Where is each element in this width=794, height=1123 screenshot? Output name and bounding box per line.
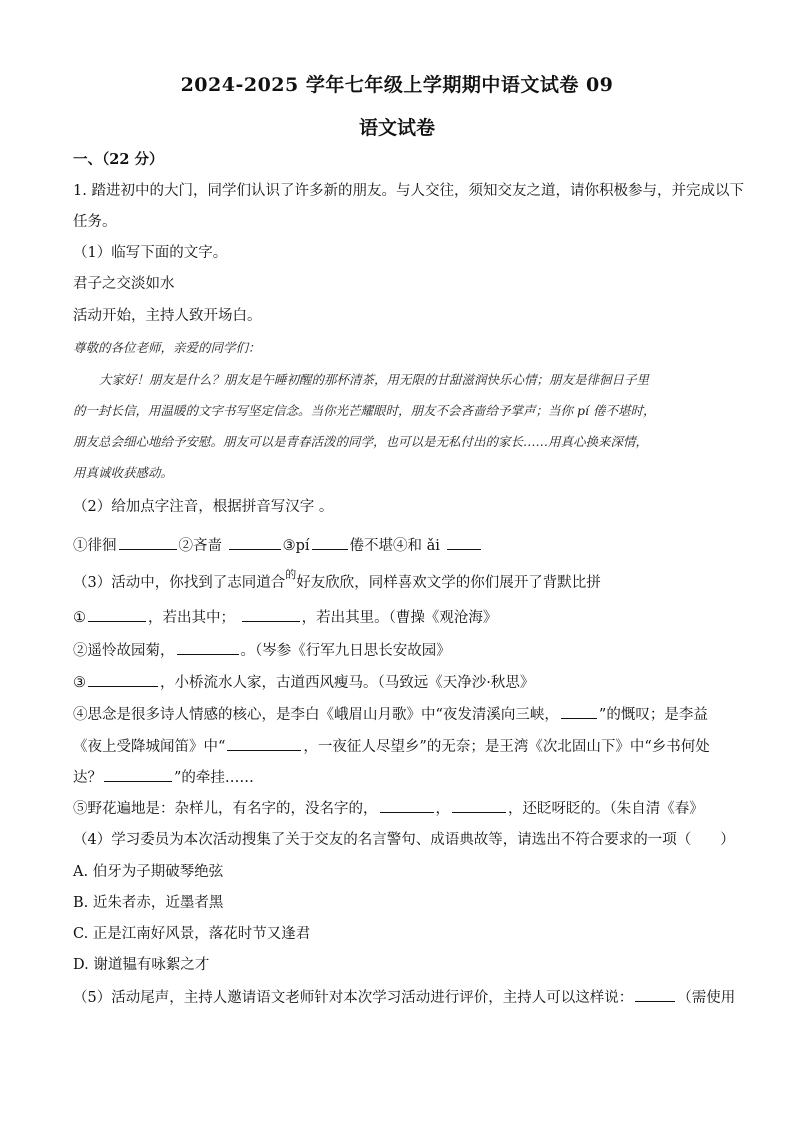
recite-2-start: ②遥怜故园菊， [73, 643, 175, 659]
answer-blank[interactable] [88, 607, 146, 622]
option-d[interactable]: D. 谢道韫有咏絮之才 [73, 957, 210, 973]
recite-4-poem: 《夜上受降城闻笛》中“ [73, 739, 226, 755]
part-4-prompt: （4）学习委员为本次活动搜集了关于交友的名言警句、成语典故等，请选出不符合要求的一项（ ） [73, 832, 735, 848]
letter-line-4: 用真诚收获感动。 [73, 465, 174, 480]
exam-subtitle: 语文试卷 [358, 117, 435, 139]
copy-text: 君子之交淡如水 [73, 276, 175, 292]
part-5-prompt-end: （需使用 [677, 990, 736, 1006]
recite-4-end: ”的牵挂…… [174, 770, 254, 786]
letter-line-1: 大家好！朋友是什么？朋友是午睡初醒的那杯清茶，用无限的甘甜滋润快乐心情；朋友是徘徊日子里 [99, 372, 650, 387]
recite-1 [73, 607, 497, 628]
recite-3-num: ③ [73, 675, 86, 691]
option-a[interactable]: A. 伯牙为子期破琴绝弦 [73, 864, 224, 880]
recite-4-line-3 [73, 767, 254, 788]
host-intro: 活动开始，主持人致开场白。 [73, 308, 262, 324]
answer-blank[interactable] [447, 535, 481, 550]
letter-line-3: 朋友总会细心地给予安慰。朋友可以是青春活泼的同学，也可以是无私付出的家长……用真心换来深情， [73, 434, 649, 449]
letter-line-2: 的一封长信，用温暖的文字书写坚定信念。当你光芒耀眼时，朋友不会吝啬给予掌声；当你 pí 倦不堪时， [73, 403, 656, 418]
part-2-blanks [73, 535, 483, 556]
recite-4-line-1 [73, 704, 708, 725]
recite-2 [73, 640, 451, 661]
recite-5-start: ⑤野花遍地是：杂样儿，有名字的，没名字的， [73, 801, 378, 817]
answer-blank[interactable] [380, 798, 434, 813]
exam-title: 2024-2025 学年七年级上学期期中语文试卷 09 [180, 74, 614, 96]
answer-blank[interactable] [561, 704, 597, 719]
recite-4-poem-end: ，一夜征人尽望乡”的无奈；是王湾《次北固山下》中“乡书何处 [303, 739, 710, 755]
part-5-prompt-start: （5）活动尾声，主持人邀请语文老师针对本次学习活动进行评价，主持人可以这样说： [73, 990, 634, 1006]
option-c[interactable]: C. 正是江南好风景，落花时节又逢君 [73, 926, 311, 942]
answer-blank[interactable] [635, 987, 675, 1002]
answer-blank[interactable] [452, 798, 506, 813]
part-1-prompt: （1）临写下面的文字。 [73, 245, 228, 261]
part-3-prompt-start: （3）活动中，你找到了志同道合 [73, 575, 286, 591]
item-paihuai: ①徘徊 [73, 538, 117, 554]
part-3-prompt [73, 568, 601, 594]
section-heading: 一、（22 分） [73, 151, 164, 168]
question-1-line-2: 任务。 [73, 214, 117, 230]
answer-blank[interactable] [242, 607, 300, 622]
answer-blank[interactable] [119, 535, 177, 550]
recite-4-da: 达？ [73, 770, 102, 786]
recite-4-start: ④思念是很多诗人情感的核心，是李白《峨眉山月歌》中“夜发清溪向三峡， [73, 707, 559, 723]
item-linse: ②吝啬 [178, 538, 222, 554]
answer-blank[interactable] [229, 535, 281, 550]
recite-3-end: ，小桥流水人家，古道西风瘦马。（马致远《天净沙·秋思》 [160, 675, 535, 691]
part-3-prompt-end: 好友欣欣，同样喜欢文学的你们展开了背默比拼 [296, 575, 601, 591]
part-5-prompt [73, 987, 735, 1008]
recite-5 [73, 798, 704, 819]
recite-3 [73, 672, 534, 693]
part-2-prompt: （2）给加点字注音，根据拼音写汉字 。 [73, 499, 334, 515]
answer-blank[interactable] [177, 640, 239, 655]
item-pi: ③pí [282, 538, 310, 554]
item-ai: 倦不堪④和 ǎi [349, 538, 440, 554]
answer-blank[interactable] [312, 535, 348, 550]
answer-blank[interactable] [227, 736, 301, 751]
question-1-line-1: 1. 踏进初中的大门，同学们认识了许多新的朋友。与人交往，须知交友之道，请你积极参与，并完成以下 [73, 183, 744, 199]
letter-greeting: 尊敬的各位老师，亲爱的同学们： [73, 340, 261, 355]
answer-blank[interactable] [88, 672, 158, 687]
answer-blank[interactable] [104, 767, 172, 782]
recite-1-num: ① [73, 610, 86, 626]
recite-2-end: 。（岑参《行军九日思长安故园》 [240, 643, 451, 659]
recite-1-mid: ，若出其中； [148, 610, 235, 626]
recite-4-line-2 [73, 736, 710, 757]
recite-5-end: ，还眨呀眨的。（朱自清《春》 [508, 801, 704, 817]
option-b[interactable]: B. 近朱者赤，近墨者黑 [73, 895, 224, 911]
recite-5-comma: ， [435, 801, 450, 817]
recite-1-end: ，若出其里。（曹操《观沧海》 [301, 610, 498, 626]
recite-4-mid: ”的慨叹；是李益 [598, 707, 708, 723]
dotted-char: 的 [285, 568, 297, 581]
